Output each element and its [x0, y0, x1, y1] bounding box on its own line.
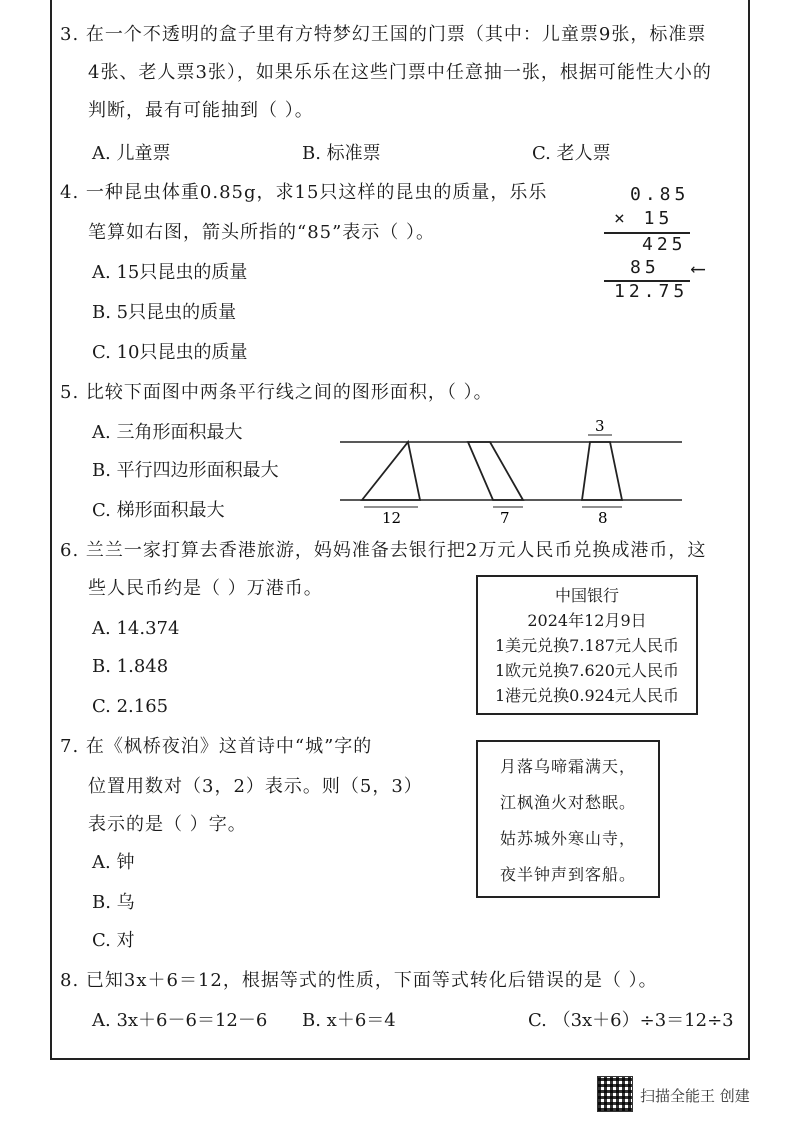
bank-date: 2024年12月9日 — [527, 611, 647, 630]
q4-option-c[interactable]: C. 10只昆虫的质量 — [92, 342, 248, 363]
q6-option-b[interactable]: B. 1.848 — [92, 656, 169, 677]
poem-line-1: 月落乌啼霜满天， — [499, 757, 636, 776]
scanner-watermark: 扫描全能王 创建 — [640, 1087, 750, 1105]
q3-option-c[interactable]: C. 老人票 — [532, 143, 611, 164]
left-arrow-icon: ⟵ — [692, 256, 705, 280]
rate-usd: 1美元兑换7.187元人民币 — [495, 636, 679, 655]
q4-line1: 4. 一种昆虫体重0.85g，求15只这样的昆虫的质量，乐乐 — [60, 182, 548, 203]
multiplication-calc — [600, 184, 720, 304]
calc-row2: × 15 — [614, 208, 674, 229]
bank-rate-box — [476, 575, 698, 715]
q3-line2: 4张、老人票3张），如果乐乐在这些门票中任意抽一张，根据可能性大小的 — [88, 62, 712, 83]
parallelogram-base-label: 7 — [500, 509, 510, 527]
q7-option-a[interactable]: A. 钟 — [92, 852, 135, 873]
q6-option-a[interactable]: A. 14.374 — [92, 618, 180, 639]
q7-line3: 表示的是（ ）字。 — [88, 814, 247, 835]
q5-option-a[interactable]: A. 三角形面积最大 — [92, 422, 243, 443]
q6-line2: 些人民币约是（ ）万港币。 — [88, 578, 323, 599]
q8-option-a[interactable]: A. 3x＋6－6＝12－6 — [92, 1010, 268, 1031]
q4-option-a[interactable]: A. 15只昆虫的质量 — [92, 262, 248, 283]
q7-option-b[interactable]: B. 乌 — [92, 892, 135, 913]
q8-option-c[interactable]: C. （3x＋6）÷3＝12÷3 — [528, 1010, 734, 1031]
q6-line1: 6. 兰兰一家打算去香港旅游，妈妈准备去银行把2万元人民币兑换成港币，这 — [60, 540, 707, 561]
q8-line1: 8. 已知3x＋6＝12，根据等式的性质，下面等式转化后错误的是（ ）。 — [60, 970, 658, 991]
q5-line1: 5. 比较下面图中两条平行线之间的图形面积，（ ）。 — [60, 382, 493, 403]
triangle-shape — [362, 442, 420, 500]
q4-option-b[interactable]: B. 5只昆虫的质量 — [92, 302, 237, 323]
calc-row3: 425 — [642, 234, 687, 255]
trapezoid-top-label: 3 — [595, 417, 605, 435]
triangle-base-label: 12 — [382, 509, 402, 527]
q3-option-a[interactable]: A. 儿童票 — [92, 143, 171, 164]
poem-line-4: 夜半钟声到客船。 — [499, 865, 636, 884]
q3-line3: 判断，最有可能抽到（ ）。 — [88, 100, 314, 121]
q7-option-c[interactable]: C. 对 — [92, 930, 135, 951]
q4-line2: 笔算如右图，箭头所指的“85”表示（ ）。 — [88, 222, 436, 243]
poem-line-3: 姑苏城外寒山寺， — [499, 829, 636, 848]
trapezoid-bottom-label: 8 — [598, 509, 608, 527]
q8-option-b[interactable]: B. x＋6＝4 — [302, 1010, 396, 1031]
poem-line-2: 江枫渔火对愁眠。 — [499, 793, 636, 812]
calc-result: 12.75 — [614, 281, 689, 302]
q5-option-c[interactable]: C. 梯形面积最大 — [92, 500, 225, 521]
parallel-lines-figure — [330, 415, 690, 530]
trapezoid-shape — [582, 442, 622, 500]
q3-option-b[interactable]: B. 标准票 — [302, 143, 381, 164]
qr-code-icon — [597, 1076, 633, 1112]
q5-option-b[interactable]: B. 平行四边形面积最大 — [92, 460, 279, 481]
q6-option-c[interactable]: C. 2.165 — [92, 696, 169, 717]
q7-line2: 位置用数对（3，2）表示。则（5，3） — [88, 776, 423, 797]
rate-hkd: 1港元兑换0.924元人民币 — [495, 686, 679, 705]
calc-row1: 0.85 — [630, 184, 690, 205]
bank-name: 中国银行 — [554, 586, 619, 605]
parallelogram-shape — [468, 442, 523, 500]
q7-line1: 7. 在《枫桥夜泊》这首诗中“城”字的 — [60, 736, 373, 757]
calc-row4: 85 — [630, 257, 660, 278]
rate-eur: 1欧元兑换7.620元人民币 — [495, 661, 679, 680]
q3-line1: 3. 在一个不透明的盒子里有方特梦幻王国的门票（其中：儿童票9张，标准票 — [60, 24, 707, 45]
poem-box — [476, 740, 660, 898]
